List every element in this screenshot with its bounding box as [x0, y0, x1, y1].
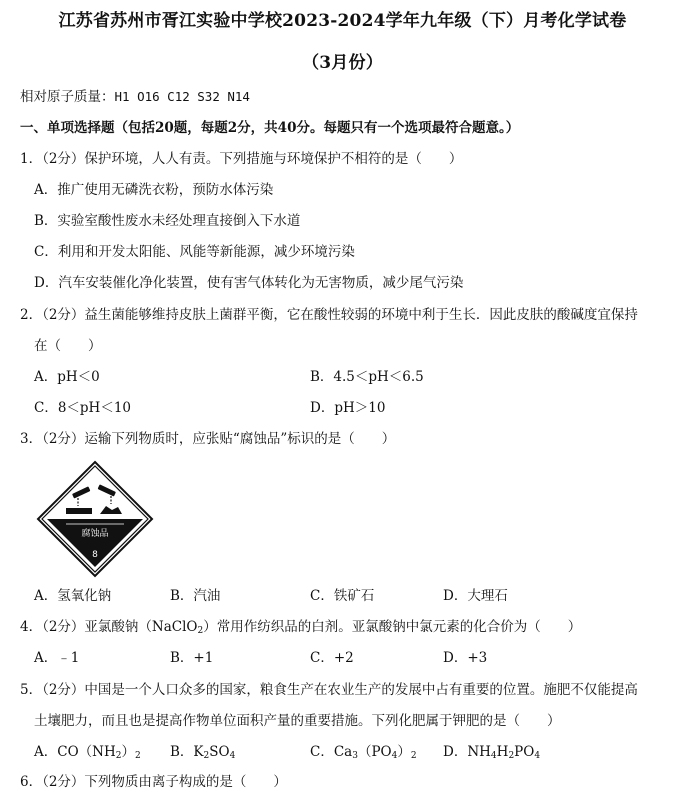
q3-option-d: D．大理石: [443, 588, 508, 604]
sign-number: 8: [92, 550, 98, 560]
q5-d-mid: H: [496, 744, 509, 760]
q2-option-b: B．4.5＜pH＜6.5: [310, 369, 424, 385]
q5-c-sub2: 4: [391, 751, 398, 761]
q4-option-a: A．﹣1: [34, 650, 80, 666]
q5-d-sub: 4: [490, 751, 497, 761]
sign-label: 腐蚀品: [81, 529, 109, 539]
q3-option-b: B．汽油: [170, 588, 221, 604]
q3-stem: 3．（2分）运输下列物质时，应张贴“腐蚀品”标识的是（ ）: [20, 431, 396, 447]
q5-c-post2: ）: [397, 744, 411, 760]
q5-a-sub2: 2: [134, 751, 141, 761]
q5-a-post: ）: [121, 744, 135, 760]
q5-stem-line2: 土壤肥力，而且也是提高作物单位面积产量的重要措施。下列化肥属于钾肥的是（ ）: [34, 713, 561, 729]
q2-option-d: D．pH＞10: [310, 400, 386, 416]
q5-d-pre: D．NH: [443, 744, 491, 760]
q5-option-b: [170, 743, 235, 761]
q5-b-sub2: 4: [229, 751, 236, 761]
exam-title: 江苏省苏州市胥江实验中学校2023-2024学年九年级（下）月考化学试卷: [58, 11, 627, 31]
q4-stem-sub: 2: [197, 626, 204, 636]
q5-option-a: [34, 743, 141, 761]
q1-option-a: A．推广使用无磷洗衣粉，预防水体污染: [34, 182, 274, 198]
q5-d-sub3: 4: [534, 751, 541, 761]
q5-c-sub3: 2: [410, 751, 417, 761]
atomic-mass-line: [20, 88, 250, 106]
q5-c-sub: 3: [352, 751, 358, 761]
q2-stem-line1: 2．（2分）益生菌能够维持皮肤上菌群平衡，它在酸性较弱的环境中利于生长．因此皮肤的酸碱度宜保持: [20, 307, 638, 323]
q5-stem-line1: 5．（2分）中国是一个人口众多的国家，粮食生产在农业生产的发展中占有重要的位置。施肥不仅能提高: [20, 682, 638, 698]
q1-stem: 1．（2分）保护环境，人人有责。下列措施与环境保护不相符的是（ ）: [20, 151, 463, 167]
atomic-mass-values: H1 O16 C12 S32 N14: [114, 89, 250, 104]
q5-c-pre: C．Ca: [310, 744, 353, 760]
q3-option-c: C．铁矿石: [310, 588, 375, 604]
corrosive-hazard-sign: [36, 460, 154, 578]
q1-option-c: C．利用和开发太阳能、风能等新能源，减少环境污染: [34, 244, 355, 260]
atomic-mass-label: 相对原子质量：: [20, 89, 115, 105]
q4-option-c: C．+2: [310, 650, 354, 666]
q1-option-d: D．汽车安装催化净化装置，使有害气体转化为无害物质，减少尾气污染: [34, 275, 464, 291]
q2-option-a: A．pH＜0: [34, 369, 100, 385]
q5-option-c: [310, 743, 417, 761]
q4-option-d: D．+3: [443, 650, 488, 666]
q1-option-b: B．实验室酸性废水未经处理直接倒入下水道: [34, 213, 301, 229]
section-heading: 一、单项选择题（包括20题，每题2分，共40分。每题只有一个选项最符合题意。）: [20, 120, 520, 136]
q6-stem: 6．（2分）下列物质由离子构成的是（ ）: [20, 774, 287, 790]
q4-option-b: B．+1: [170, 650, 214, 666]
q3-option-a: A．氢氧化钠: [34, 588, 112, 604]
q5-d-post: PO: [514, 744, 535, 760]
q5-b-post: SO: [209, 744, 230, 760]
q4-stem-pre: 4．（2分）亚氯酸钠（NaClO: [20, 619, 198, 635]
q5-b-sub: 2: [203, 751, 210, 761]
q2-option-c: C．8＜pH＜10: [34, 400, 132, 416]
q5-c-post: （PO: [357, 744, 392, 760]
q5-option-d: [443, 743, 540, 761]
q5-a-sub: 2: [115, 751, 122, 761]
q2-stem-line2: 在（ ）: [34, 338, 102, 354]
q4-stem-post: ）常用作纺织品的白剂。亚氯酸钠中氯元素的化合价为（ ）: [203, 619, 582, 635]
q5-b-pre: B．K: [170, 744, 204, 760]
q5-a-pre: A．CO（NH: [34, 744, 116, 760]
q4-stem: [20, 618, 581, 636]
exam-subtitle: （3月份）: [302, 53, 383, 73]
q5-d-sub2: 2: [508, 751, 515, 761]
